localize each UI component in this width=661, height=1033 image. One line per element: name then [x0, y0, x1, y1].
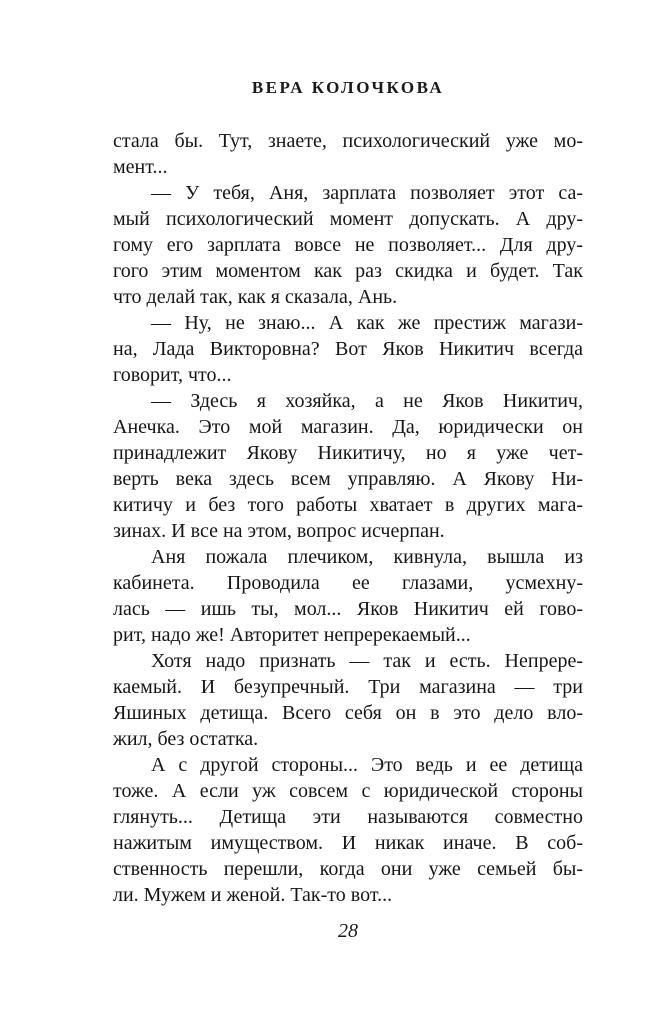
text-line: что делай так, как я сказала, Ань.: [113, 286, 398, 308]
page-number: 28: [338, 920, 358, 942]
text-line: Яшиных детища. Всего себя он в это дело вло-: [113, 702, 583, 724]
text-line: верть века здесь всем управляю. А Якову Ни-: [113, 468, 583, 490]
text-line: тоже. А если уж совсем с юридической стороны: [113, 780, 583, 802]
paragraph: [113, 388, 583, 544]
text-line: каемый. И безупречный. Три магазина — три: [113, 676, 583, 698]
text-line: кабинета. Проводила ее глазами, усмехну-: [113, 572, 583, 594]
text-line: ственность перешли, когда они уже семьей бы-: [113, 858, 583, 880]
paragraph: [113, 544, 583, 648]
paragraph: [113, 128, 583, 180]
paragraph: [113, 310, 583, 388]
text-line: Анечка. Это мой магазин. Да, юридически он: [113, 416, 583, 438]
text-line: — У тебя, Аня, зарплата позволяет этот са-: [151, 182, 583, 204]
text-line: — Ну, не знаю... А как же престиж магази-: [151, 312, 583, 334]
text-line: нажитым имуществом. И никак иначе. В соб-: [113, 832, 583, 854]
text-line: жил, без остатка.: [113, 728, 259, 750]
text-line: глянуть... Детища эти называются совместно: [113, 806, 583, 828]
text-line: А с другой стороны... Это ведь и ее детища: [151, 754, 583, 776]
text-line: мент...: [113, 156, 168, 178]
text-line: китичу и без того работы хватает в других мага-: [113, 494, 583, 516]
text-line: гого этим моментом как раз скидка и будет. Так: [113, 260, 583, 282]
paragraph: [113, 180, 583, 310]
paragraph: [113, 752, 583, 908]
text-line: мый психологический момент допускать. А дру-: [113, 208, 583, 230]
text-line: на, Лада Викторовна? Вот Яков Никитич всегда: [113, 338, 583, 360]
running-header: ВЕРА КОЛОЧКОВА: [251, 78, 445, 97]
text-line: Хотя надо признать — так и есть. Непрере-: [151, 650, 583, 672]
text-line: ли. Мужем и женой. Так-то вот...: [113, 884, 393, 906]
text-line: лась — ишь ты, мол... Яков Никитич ей гово-: [113, 598, 583, 620]
text-line: говорит, что...: [113, 364, 232, 386]
text-line: принадлежит Якову Никитичу, но я уже чет-: [113, 442, 583, 464]
text-line: рит, надо же! Авторитет непререкаемый...: [113, 624, 471, 646]
text-line: стала бы. Тут, знаете, психологический уже мо-: [113, 130, 583, 152]
text-block: [113, 128, 583, 908]
text-line: Аня пожала плечиком, кивнула, вышла из: [151, 546, 583, 568]
text-line: зинах. И все на этом, вопрос исчерпан.: [113, 520, 445, 542]
text-line: — Здесь я хозяйка, а не Яков Никитич,: [151, 390, 583, 412]
paragraph: [113, 648, 583, 752]
text-line: гому его зарплата вовсе не позволяет... Для дру-: [113, 234, 583, 256]
